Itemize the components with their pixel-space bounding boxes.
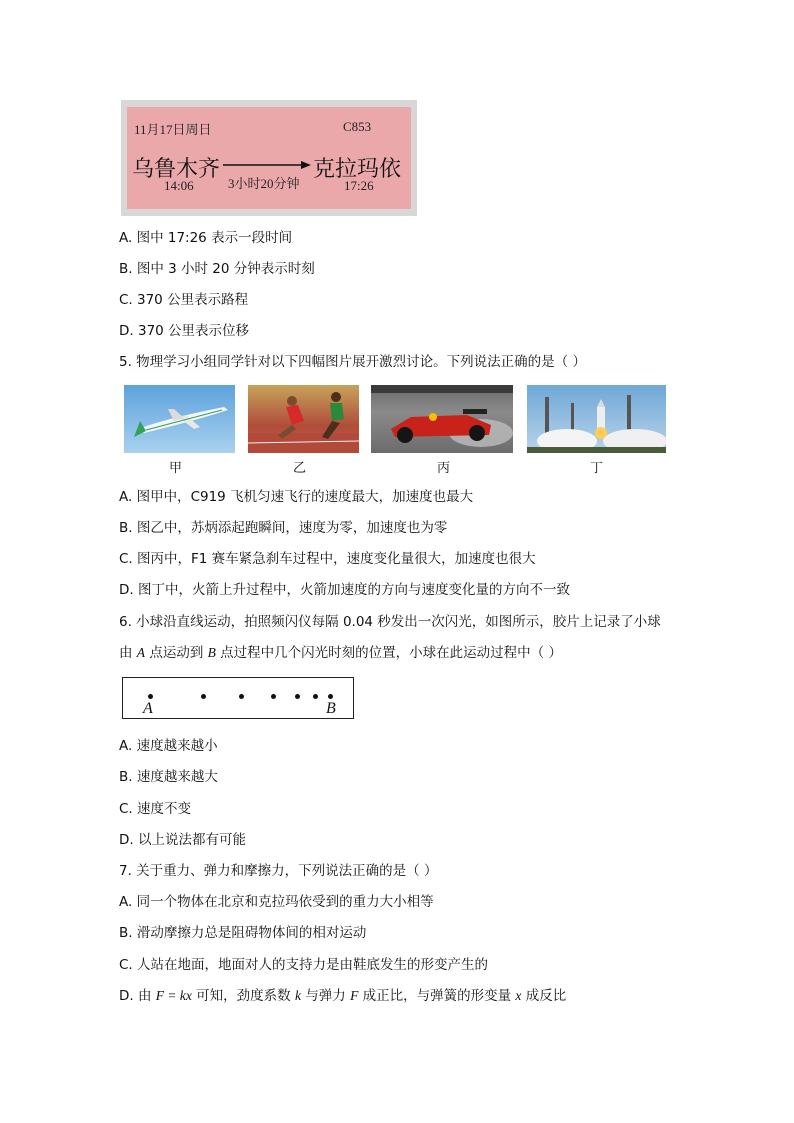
- q5-option-a: A. 图甲中，C919 飞机匀速飞行的速度最大，加速度也最大: [119, 489, 474, 505]
- ticket-from: 乌鲁木齐: [132, 157, 221, 182]
- q6-stem-line1: 6. 小球沿直线运动，拍照频闪仪每隔 0.04 秒发出一次闪光，如图所示，胶片上记录了小球: [119, 614, 661, 630]
- strobe-diagram: [122, 677, 354, 719]
- q4-option-a: A. 图中 17:26 表示一段时间: [119, 230, 293, 246]
- caption-ding: 丁: [590, 461, 604, 476]
- label-a: A: [143, 700, 153, 717]
- ball-position: [295, 694, 300, 699]
- ball-position: [271, 694, 276, 699]
- q7-option-c: C. 人站在地面，地面对人的支持力是由鞋底发生的形变产生的: [119, 957, 489, 973]
- airplane-photo: [124, 385, 235, 453]
- q6-option-b: B. 速度越来越大: [119, 769, 218, 785]
- label-b: B: [326, 700, 336, 717]
- q4-option-c: C. 370 公里表示路程: [119, 292, 249, 308]
- q7-text: 与弹力: [300, 988, 351, 1004]
- q6-option-a: A. 速度越来越小: [119, 738, 218, 754]
- ball-position: [313, 694, 318, 699]
- q5-option-c: C. 图丙中，F1 赛车紧急刹车过程中，速度变化量很大，加速度也很大: [119, 551, 536, 567]
- caption-yi: 乙: [293, 461, 307, 476]
- q7-symbol-k: k: [294, 988, 301, 1003]
- q6-stem-line2: [119, 644, 562, 662]
- airplane-icon: [124, 385, 235, 453]
- q7-option-b: B. 滑动摩擦力总是阻碍物体间的相对运动: [119, 925, 367, 941]
- ticket-date: 11月17日周日: [134, 122, 212, 137]
- f1-car-photo: [371, 385, 513, 453]
- ball-position: [201, 694, 206, 699]
- q6-option-c: C. 速度不变: [119, 801, 192, 817]
- q7-symbol-f: F: [350, 988, 359, 1003]
- q6-text: 点过程中几个闪光时刻的位置，小球在此运动过程中（ ）: [215, 645, 562, 661]
- q7-text: 成正比，与弹簧的形变量: [358, 988, 516, 1004]
- f1-car-icon: [371, 385, 513, 453]
- q4-option-d: D. 370 公里表示位移: [119, 323, 250, 339]
- ticket-to: 克拉玛依: [313, 157, 402, 182]
- q6-text: 由: [119, 645, 137, 661]
- rocket-launch-photo: [527, 385, 666, 453]
- q6-point-a: A: [136, 645, 146, 660]
- q4-option-b: B. 图中 3 小时 20 分钟表示时刻: [119, 261, 315, 277]
- rocket-icon: [527, 385, 666, 453]
- q6-option-d: D. 以上说法都有可能: [119, 832, 246, 848]
- ball-position: [239, 694, 244, 699]
- q7-stem: 7. 关于重力、弹力和摩擦力，下列说法正确的是（ ）: [119, 863, 438, 879]
- ticket-duration: 3小时20分钟: [228, 176, 300, 191]
- ticket-train-number: C853: [343, 119, 372, 134]
- ticket-arrive-time: 17:26: [344, 178, 374, 193]
- ball-position: [328, 694, 333, 699]
- ticket-arrow-icon: [223, 159, 311, 171]
- sprinters-icon: [248, 385, 359, 453]
- q7-text: D. 由: [119, 988, 156, 1004]
- q7-text: 成反比: [521, 988, 567, 1004]
- q5-stem: 5. 物理学习小组同学针对以下四幅图片展开激烈讨论。下列说法正确的是（ ）: [119, 354, 586, 370]
- train-ticket: [127, 107, 411, 209]
- q7-text: 可知，劲度系数: [191, 988, 295, 1004]
- sprinters-photo: [248, 385, 359, 453]
- caption-jia: 甲: [169, 461, 183, 476]
- q7-symbol-x: x: [515, 988, 522, 1003]
- q6-text: 点运动到: [145, 645, 208, 661]
- caption-bing: 丙: [437, 461, 451, 476]
- ball-position: [148, 694, 153, 699]
- q6-point-b: B: [207, 645, 216, 660]
- ticket-depart-time: 14:06: [164, 178, 194, 193]
- q5-option-b: B. 图乙中，苏炳添起跑瞬间，速度为零，加速度也为零: [119, 520, 448, 536]
- q7-option-d: [119, 987, 566, 1005]
- q7-formula: F = kx: [155, 988, 192, 1003]
- q5-option-d: D. 图丁中，火箭上升过程中，火箭加速度的方向与速度变化量的方向不一致: [119, 582, 570, 598]
- q7-option-a: A. 同一个物体在北京和克拉玛依受到的重力大小相等: [119, 894, 434, 910]
